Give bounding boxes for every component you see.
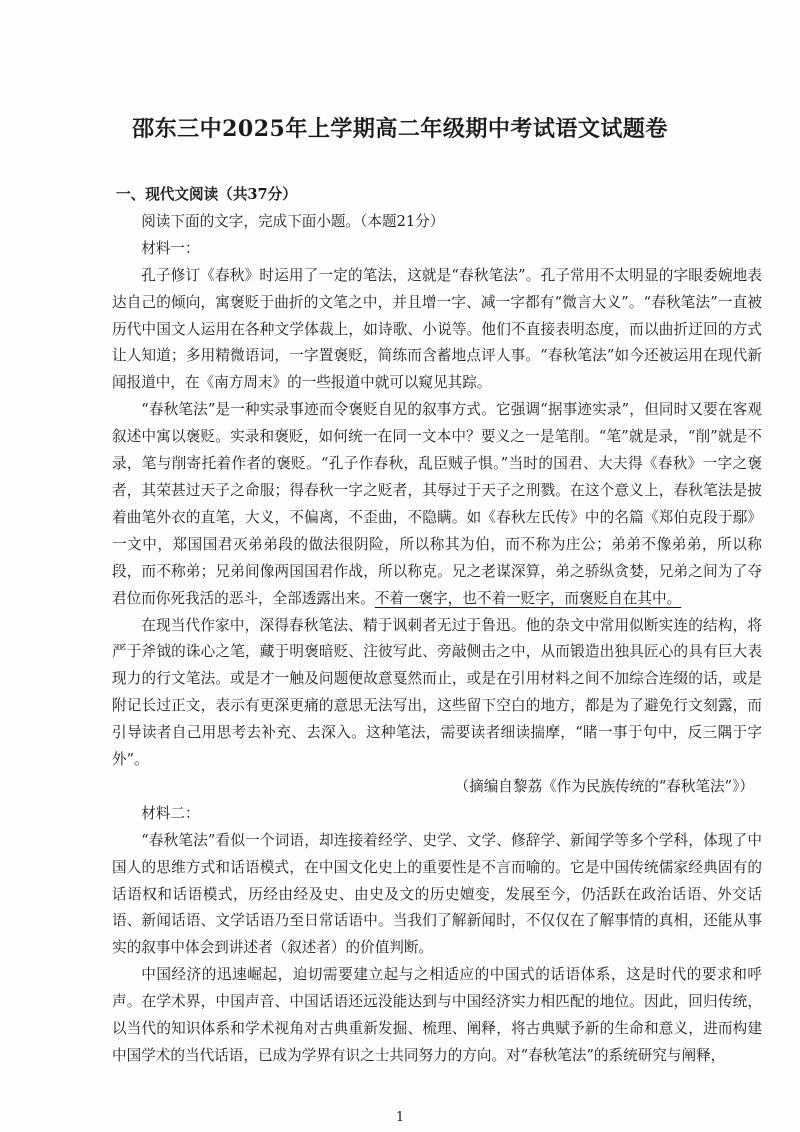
section-heading: 一、现代文阅读（共37分） <box>116 186 297 203</box>
reading-content <box>112 182 762 1070</box>
material-one-source: （摘编自黎荔《作为民族传统的“春秋笔法”》） <box>454 777 754 795</box>
material-one-paragraph-3: 在现当代作家中，深得春秋笔法、精于讽刺者无过于鲁迅。他的杂文中常用似断实连的结构，将严于斧钺的诛心之笔，藏于明褒暗贬、注彼写此、旁敲侧击之中，从而锻造出独具匠心的具有巨大表现力的行文笔法。或是才一触及问题便故意戛然而止，或是在引用材料之间不加综合连缀的话，或是附记长过正文，表示有更深更痛的意思无法写出，这些留下空白的地方，都是为了避免行文刻露，而引导读者自己用思考去补充、去深入。这种笔法，需要读者细读揣摩，“睹一事于句中，反三隅于字外”。 <box>112 616 762 769</box>
paragraph-2-text: “春秋笔法”是一种实录事迹而令褒贬自见的叙事方式。它强调“据事迹实录”，但同时又要在客观叙述中寓以褒贬。实录和褒贬，如何统一在同一文本中？要义之一是笔削。“笔”就是录，“削”就是不录，笔与削寄托着作者的褒贬。“孔子作春秋，乱臣贼子惧。”当时的国君、大夫得《春秋》一字之褒者，其荣甚过天子之命服；得春秋一字之贬者，其辱过于天子之刑戮。在这个意义上，春秋笔法是披着曲笔外衣的直笔，大义，不偏离，不歪曲，不隐瞒。如《春秋左氏传》中的名篇《郑伯克段于鄢》一文中，郑国国君灭弟弟段的做法很阴险，所以称其为伯，而不称为庄公；弟弟不像弟弟，所以称段，而不称弟；兄弟间像两国国君作战，所以称克。兄之老谋深算，弟之骄纵贪婪，兄弟之间为了夺君位而你死我活的恶斗，全部透露出来。 <box>112 401 762 607</box>
underlined-sentence: 不着一褒字，也不着一贬字，而褒贬自在其中。 <box>374 589 682 607</box>
exam-title: 邵东三中2025年上学期高二年级期中考试语文试题卷 <box>132 116 668 142</box>
material-one-paragraph-1: 孔子修订《春秋》时运用了一定的笔法，这就是“春秋笔法”。孔子常用不太明显的字眼委婉地表达自己的倾向，寓褒贬于曲折的文笔之中，并且增一字、减一字都有“微言大义”。“春秋笔法”一直被历代中国文人运用在各种文学体裁上，如诗歌、小说等。他们不直接表明态度，而以曲折迂回的方式让人知道；多用精微语词，一字置褒贬，简练而含蓄地点评人事。“春秋笔法”如今还被运用在现代新闻报道中，在《南方周末》的一些报道中就可以窥见其踪。 <box>112 266 762 392</box>
material-two-paragraph-2: 中国经济的迅速崛起，迫切需要建立起与之相适应的中国式的话语体系，这是时代的要求和呼声。在学术界，中国声音、中国话语还远没能达到与中国经济实力相匹配的地位。因此，回归传统，以当代的知识体系和学术视角对古典重新发掘、梳理、阐释，将古典赋予新的生命和意义，进而构建中国学术的当代话语，已成为学界有识之士共同努力的方向。对“春秋笔法”的系统研究与阐释， <box>112 966 762 1064</box>
material-two-label: 材料二： <box>141 804 200 822</box>
page-number: 1 <box>395 1110 405 1125</box>
material-two-paragraph-1: “春秋笔法”看似一个词语，却连接着经学、史学、文学、修辞学、新闻学等多个学科，体现了中国人的思维方式和话语模式，在中国文化史上的重要性是不言而喻的。它是中国传统儒家经典固有的话语权和话语模式，历经由经及史、由史及文的历史嬗变，发展至今，仍活跃在政治话语、外交话语、新闻话语、文学话语乃至日常话语中。当我们了解新闻时，不仅仅在了解事情的真相，还能从事实的叙事中体会到讲述者（叙述者）的价值判断。 <box>112 831 762 957</box>
reading-instruction: 阅读下面的文字，完成下面小题。（本题21分） <box>141 212 445 230</box>
material-one-paragraph-2 <box>112 397 762 612</box>
material-one-label: 材料一： <box>141 239 200 257</box>
